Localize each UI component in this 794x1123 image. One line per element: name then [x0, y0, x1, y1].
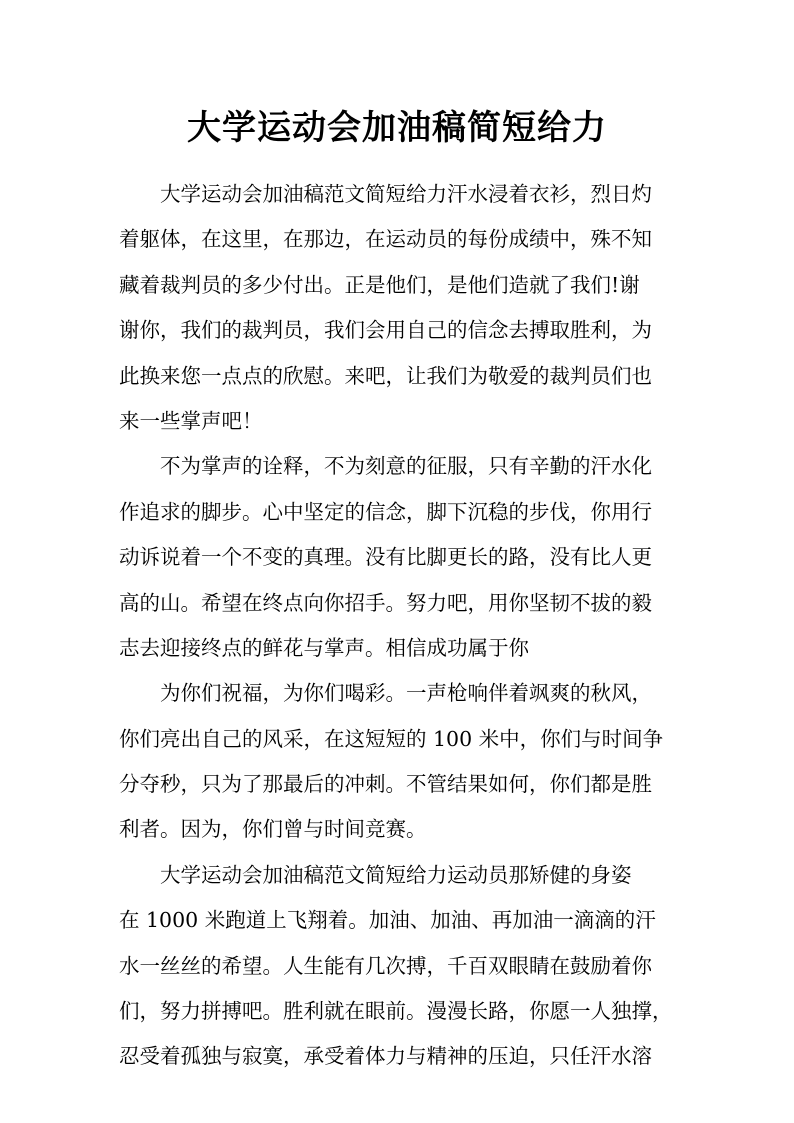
text-line: 利者。因为，你们曾与时间竞赛。	[119, 817, 427, 842]
body-text	[119, 172, 685, 1080]
text-line: 水一丝丝的希望。人生能有几次搏，千百双眼睛在鼓励着你	[119, 953, 652, 978]
text-line: 着躯体，在这里，在那边，在运动员的每份成绩中，殊不知	[119, 227, 652, 252]
text-line: 来一些掌声吧！	[119, 408, 263, 433]
text-line: 大学运动会加油稿范文简短给力汗水浸着衣衫，烈日灼	[160, 182, 652, 206]
text-line: 高的山。希望在终点向你招手。努力吧，用你坚韧不拔的毅	[119, 590, 652, 615]
text-line: 谢你，我们的裁判员，我们会用自己的信念去搏取胜利，为	[119, 318, 652, 343]
text-line: 忍受着孤独与寂寞，承受着体力与精神的压迫，只任汗水溶	[119, 1044, 652, 1069]
text-line: 动诉说着一个不变的真理。没有比脚更长的路，没有比人更	[119, 545, 652, 570]
text-line: 藏着裁判员的多少付出。正是他们，是他们造就了我们!谢	[119, 272, 640, 297]
text-line: 此换来您一点点的欣慰。来吧，让我们为敬爱的裁判员们也	[119, 363, 652, 388]
document-title: 大学运动会加油稿简短给力	[187, 108, 607, 148]
text-line: 在 1000 米跑道上飞翔着。加油、加油、再加油一滴滴的汗	[119, 908, 656, 933]
text-line: 分夺秒，只为了那最后的冲刺。不管结果如何，你们都是胜	[119, 772, 652, 797]
text-line: 不为掌声的诠释，不为刻意的征服，只有辛勤的汗水化	[160, 454, 652, 479]
text-line: 为你们祝福，为你们喝彩。一声枪响伴着飒爽的秋风，	[160, 681, 652, 706]
text-line: 大学运动会加油稿范文简短给力运动员那矫健的身姿	[160, 862, 632, 887]
text-line: 你们亮出自己的风采，在这短短的 100 米中，你们与时间争	[119, 726, 664, 751]
text-line: 们，努力拼搏吧。胜利就在眼前。漫漫长路，你愿一人独撑，	[119, 999, 673, 1024]
text-line: 志去迎接终点的鲜花与掌声。相信成功属于你	[119, 635, 529, 660]
text-line: 作追求的脚步。心中坚定的信念，脚下沉稳的步伐，你用行	[119, 499, 652, 524]
